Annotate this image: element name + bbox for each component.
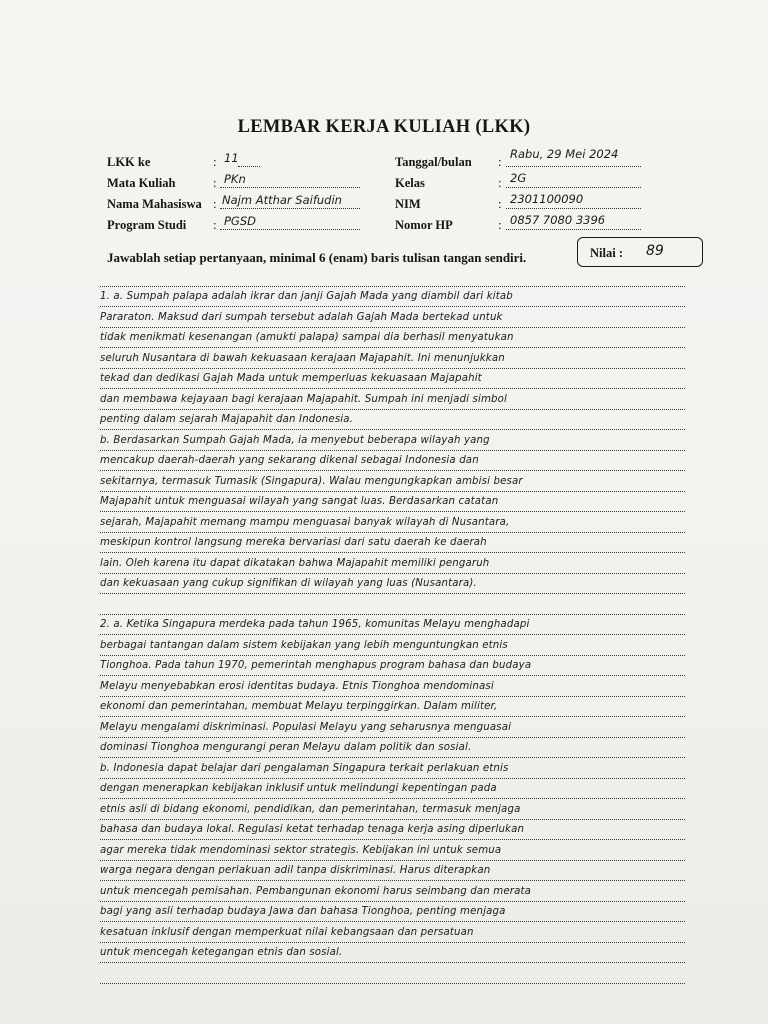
answer-line: sekitarnya, termasuk Tumasik (Singapura). Walau mengungkapkan ambisi besar (100, 472, 685, 492)
answer-line: Melayu mengalami diskriminasi. Populasi Melayu yang seharusnya menguasai (100, 718, 685, 738)
answer-line: Melayu menyebabkan erosi identitas budaya. Etnis Tionghoa mendominasi (100, 677, 685, 697)
answer-line: bagi yang asli terhadap budaya Jawa dan bahasa Tionghoa, penting menjaga (100, 902, 685, 922)
nilai-label: Nilai : (590, 246, 623, 260)
nomor-hp-value: 0857 7080 3396 (510, 213, 606, 227)
answer-line: agar mereka tidak mendominasi sektor strategis. Kebijakan ini untuk semua (100, 841, 685, 861)
nama-mahasiswa-label: Nama Mahasiswa (107, 197, 202, 211)
mata-kuliah-dots (220, 187, 360, 188)
page-title: LEMBAR KERJA KULIAH (LKK) (237, 117, 531, 137)
answer-line: meskipun kontrol langsung mereka bervariasi dari satu daerah ke daerah (100, 533, 685, 553)
nim-value: 2301100090 (510, 192, 584, 206)
answer-line: 1. a. Sumpah palapa adalah ikrar dan janji Gajah Mada yang diambil dari kitab (100, 287, 685, 307)
kelas-label: Kelas (395, 176, 425, 190)
answer-line (100, 267, 685, 287)
tanggal-colon: : (498, 154, 502, 169)
nim-label: NIM (395, 197, 421, 211)
answer-line: mencakup daerah-daerah yang sekarang dikenal sebagai Indonesia dan (100, 451, 685, 471)
answer-line: berbagai tantangan dalam sistem kebijakan yang lebih menguntungkan etnis (100, 636, 685, 656)
program-studi-dots (220, 229, 360, 230)
nomor-hp-colon: : (498, 217, 502, 232)
lkk-ke-label: LKK ke (107, 155, 151, 169)
nilai-box (577, 237, 703, 267)
mata-kuliah-colon: : (213, 175, 217, 190)
answer-line: dan membawa kejayaan bagi kerajaan Majapahit. Sumpah ini menjadi simbol (100, 390, 685, 410)
answer-line: penting dalam sejarah Majapahit dan Indonesia. (100, 410, 685, 430)
program-studi-label: Program Studi (107, 218, 187, 232)
answer-line (100, 964, 685, 984)
answer-line: dominasi Tionghoa mengurangi peran Melayu dalam politik dan sosial. (100, 738, 685, 758)
answer-line: tidak menikmati kesenangan (amukti palapa) sampai dia berhasil menyatukan (100, 328, 685, 348)
lkk-ke-colon: : (213, 154, 217, 169)
tanggal-dots (506, 166, 641, 167)
answer-line: b. Berdasarkan Sumpah Gajah Mada, ia menyebut beberapa wilayah yang (100, 431, 685, 451)
answer-line: dengan menerapkan kebijakan inklusif untuk melindungi kepentingan pada (100, 779, 685, 799)
answer-line: Tionghoa. Pada tahun 1970, pemerintah menghapus program bahasa dan budaya (100, 656, 685, 676)
instruction-text: Jawablah setiap pertanyaan, minimal 6 (enam) baris tulisan tangan sendiri. (107, 250, 527, 265)
answer-line: ekonomi dan pemerintahan, membuat Melayu terpinggirkan. Dalam militer, (100, 697, 685, 717)
kelas-colon: : (498, 175, 502, 190)
nomor-hp-dots (506, 229, 641, 230)
mata-kuliah-value: PKn (224, 172, 246, 186)
answer-line: seluruh Nusantara di bawah kekuasaan kerajaan Majapahit. Ini menunjukkan (100, 349, 685, 369)
answer-line: Pararaton. Maksud dari sumpah tersebut adalah Gajah Mada bertekad untuk (100, 308, 685, 328)
answer-line: dan kekuasaan yang cukup signifikan di wilayah yang luas (Nusantara). (100, 574, 685, 594)
answer-line: kesatuan inklusif dengan memperkuat nilai kebangsaan dan persatuan (100, 923, 685, 943)
nama-mahasiswa-value: Najm Atthar Saifudin (222, 193, 342, 207)
nim-colon: : (498, 196, 502, 211)
answer-line: lain. Oleh karena itu dapat dikatakan bahwa Majapahit memiliki pengaruh (100, 554, 685, 574)
kelas-dots (506, 187, 641, 188)
answer-line (100, 595, 685, 615)
answer-line: b. Indonesia dapat belajar dari pengalaman Singapura terkait perlakuan etnis (100, 759, 685, 779)
answer-line: warga negara dengan perlakuan adil tanpa diskriminasi. Harus diterapkan (100, 861, 685, 881)
nilai-value: 89 (646, 243, 664, 259)
lkk-ke-dots (238, 166, 260, 167)
answer-line: tekad dan dedikasi Gajah Mada untuk memperluas kekuasaan Majapahit (100, 369, 685, 389)
nomor-hp-label: Nomor HP (395, 218, 453, 232)
kelas-value: 2G (510, 171, 527, 185)
answer-line: untuk mencegah pemisahan. Pembangunan ekonomi harus seimbang dan merata (100, 882, 685, 902)
program-studi-value: PGSD (224, 214, 257, 228)
answer-line: sejarah, Majapahit memang mampu menguasai banyak wilayah di Nusantara, (100, 513, 685, 533)
mata-kuliah-label: Mata Kuliah (107, 176, 176, 190)
nama-mahasiswa-colon: : (213, 196, 217, 211)
nim-dots (506, 208, 641, 209)
answer-line: bahasa dan budaya lokal. Regulasi ketat terhadap tenaga kerja asing diperlukan (100, 820, 685, 840)
answer-line: Majapahit untuk menguasai wilayah yang sangat luas. Berdasarkan catatan (100, 492, 685, 512)
lkk-ke-value: 11 (224, 151, 239, 165)
program-studi-colon: : (213, 217, 217, 232)
answer-line: etnis asli di bidang ekonomi, pendidikan, dan pemerintahan, termasuk menjaga (100, 800, 685, 820)
answer-line: untuk mencegah ketegangan etnis dan sosial. (100, 943, 685, 963)
tanggal-value: Rabu, 29 Mei 2024 (510, 147, 619, 161)
nama-mahasiswa-dots (220, 208, 360, 209)
tanggal-label: Tanggal/bulan (395, 155, 472, 169)
answer-line: 2. a. Ketika Singapura merdeka pada tahun 1965, komunitas Melayu menghadapi (100, 615, 685, 635)
